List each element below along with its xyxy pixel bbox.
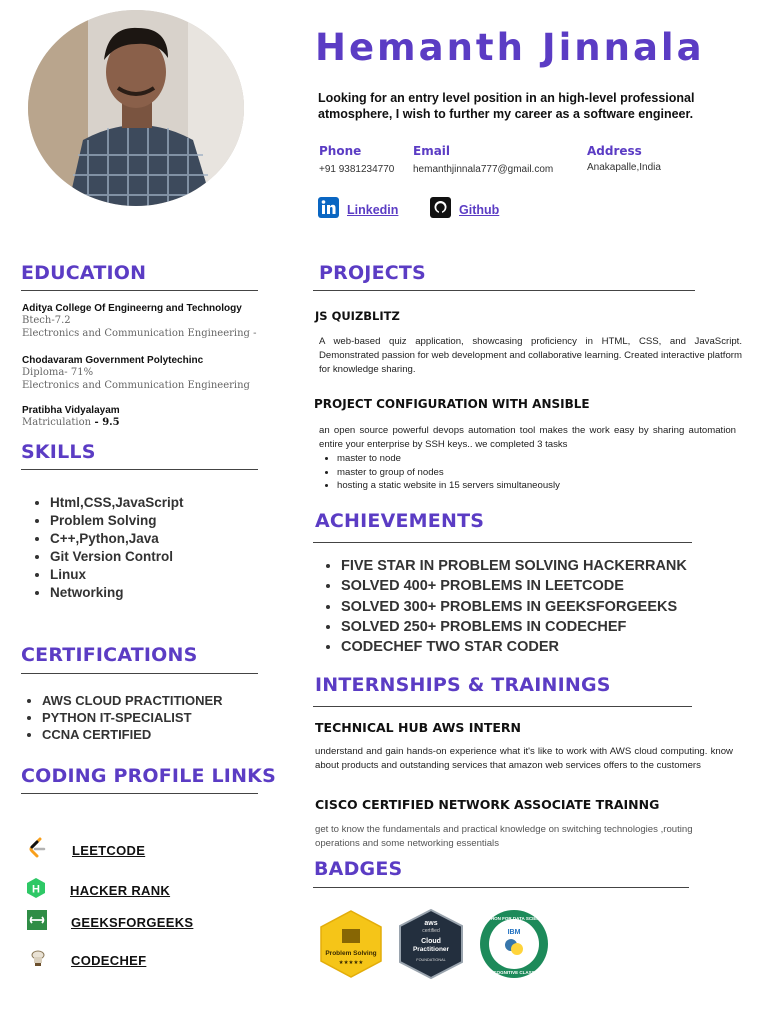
achievement-item: • FIVE STAR IN PROBLEM SOLVING HACKERRANK [341,556,687,576]
github-link[interactable] [430,197,499,223]
codechef-link[interactable] [28,948,146,973]
project-title: JS QUIZBLITZ [315,309,400,323]
certifications-title: CERTIFICATIONS [21,644,198,666]
achievement-item: • CODECHEF TWO STAR CODER [341,637,687,657]
badges-title: BADGES [314,858,403,880]
codechef-label: CODECHEF [71,953,147,968]
address-block [587,144,661,173]
phone-value: +91 9381234770 [319,164,395,175]
project-task: • hosting a static website in 15 servers simultaneously [337,479,737,493]
certification-item: • AWS CLOUD PRACTITIONER [42,692,223,709]
achievement-item: • SOLVED 250+ PROBLEMS IN CODECHEF [341,617,687,637]
project-description: A web-based quiz application, showcasing proficiency in HTML, CSS, and JavaScript. Demonstrated passion for web development and collaborative learning. Created interactive platform for knowledge sharing. [319,336,742,375]
aws-certified-text: certified [422,928,440,934]
certification-item: • CCNA CERTIFIED [42,726,223,743]
github-label: Github [459,203,500,217]
ibm-bottom-text: COGNITIVE CLASS [493,970,535,975]
skill-item: • Networking [50,584,184,602]
geeksforgeeks-label: GEEKSFORGEEKS [71,915,194,930]
skill-item: • Html,CSS,JavaScript [50,494,184,512]
codechef-icon [28,948,71,973]
candidate-name: Hemanth Jinnala [315,26,705,69]
degree-line: Diploma- 71% [22,367,94,378]
achievement-item: • SOLVED 300+ PROBLEMS IN GEEKSFORGEEKS [341,597,687,617]
project-description: an open source powerful devops automation tool makes the work easy by sharing automation entire your enterprise by SSH keys.. we completed 3 tasks [319,425,736,450]
skills-title: SKILLS [21,441,96,463]
phone-label: Phone [319,144,362,158]
problem-solving-text: Problem Solving [325,950,377,957]
skill-item: • Problem Solving [50,512,184,530]
projects-rule [313,290,695,291]
profile-photo [28,10,244,206]
project-title: PROJECT CONFIGURATION WITH ANSIBLE [314,397,590,411]
internship-description: understand and gain hands-on experience what it's like to work with AWS cloud computing. know about products and outstanding services that amazon web services offers to the customers [315,746,733,771]
email-block [413,144,553,175]
aws-foundational-text: FOUNDATIONAL [416,958,446,962]
school-name: Pratibha Vidyalayam [22,405,120,416]
linkedin-link[interactable] [318,197,398,223]
linkedin-label: Linkedin [347,203,399,217]
school-name: Aditya College Of Engineerng and Technology [22,303,242,314]
achievements-rule [313,542,692,543]
linkedin-icon [318,197,339,223]
certification-item: • PYTHON IT-SPECIALIST [42,709,223,726]
branch-line: Electronics and Communication Engineering - [22,328,257,339]
badges-row [318,908,550,985]
leetcode-label: LEETCODE [72,843,146,858]
phone-block [319,144,394,175]
hackerrank-icon [26,877,70,904]
address-label: Address [587,144,642,158]
github-icon [430,197,451,223]
certifications-list [42,692,223,743]
internship-description: get to know the fundamentals and practical knowledge on switching technologies ,routing operations and some networking essentials [315,824,693,849]
hackerrank-label: HACKER RANK [70,883,171,898]
badges-rule [313,887,689,888]
education-item [22,355,262,392]
skill-item: • C++,Python,Java [50,530,184,548]
badge-stars-icon: ★★★★★ [338,960,364,966]
leetcode-icon [28,837,72,864]
project-task: • master to node [337,452,737,466]
project-task-list [337,452,737,493]
ibm-text: IBM [507,929,521,936]
education-title: EDUCATION [21,262,147,284]
ibm-top-text: PYTHON FOR DATA SCIENCE [482,916,546,921]
internship-title: TECHNICAL HUB AWS INTERN [315,720,521,735]
aws-cloud-practitioner-badge [398,908,464,985]
email-value[interactable]: hemanthjinnala777@gmail.com [413,164,554,175]
education-item [22,303,262,340]
school-name: Chodavaram Government Polytechinc [22,355,204,366]
internships-rule [313,706,692,707]
project-task: • master to group of nodes [337,466,737,480]
email-label: Email [413,144,451,158]
address-value: Anakapalle,India [587,162,661,173]
skill-item: • Git Version Control [50,548,184,566]
achievements-title: ACHIEVEMENTS [315,510,485,532]
coding-profiles-title: CODING PROFILE LINKS [21,765,276,787]
projects-title: PROJECTS [319,262,426,284]
aws-cloud-text: Cloud [421,938,441,945]
svg-text:H: H [32,883,40,896]
geeksforgeeks-link[interactable] [27,910,193,935]
coding-profiles-rule [21,793,258,794]
leetcode-link[interactable] [28,837,145,864]
certifications-rule [21,673,258,674]
internships-title: INTERNSHIPS & TRAININGS [315,674,611,696]
degree-line: Btech-7.2 [22,315,71,326]
hackerrank-link[interactable] [26,877,170,904]
geeksforgeeks-icon [27,910,71,935]
achievement-item: • SOLVED 400+ PROBLEMS IN LEETCODE [341,576,687,596]
internship-title: CISCO CERTIFIED NETWORK ASSOCIATE TRAINNG [315,797,660,812]
aws-text: aws [424,920,438,927]
objective-text: Looking for an entry level position in an high-level professional atmosphere, I wish to further my career as a software engineer. [318,91,695,121]
problem-solving-badge [318,909,384,984]
aws-practitioner-text: Practitioner [412,946,450,953]
achievements-list [341,556,687,657]
degree-line: Matriculation - 9.5 [22,417,120,428]
ibm-python-badge [478,908,550,985]
branch-line: Electronics and Communication Engineering [22,380,250,391]
education-rule [21,290,258,291]
skills-rule [21,469,258,470]
skills-list [50,494,184,602]
skill-item: • Linux [50,566,184,584]
education-item [22,405,262,429]
